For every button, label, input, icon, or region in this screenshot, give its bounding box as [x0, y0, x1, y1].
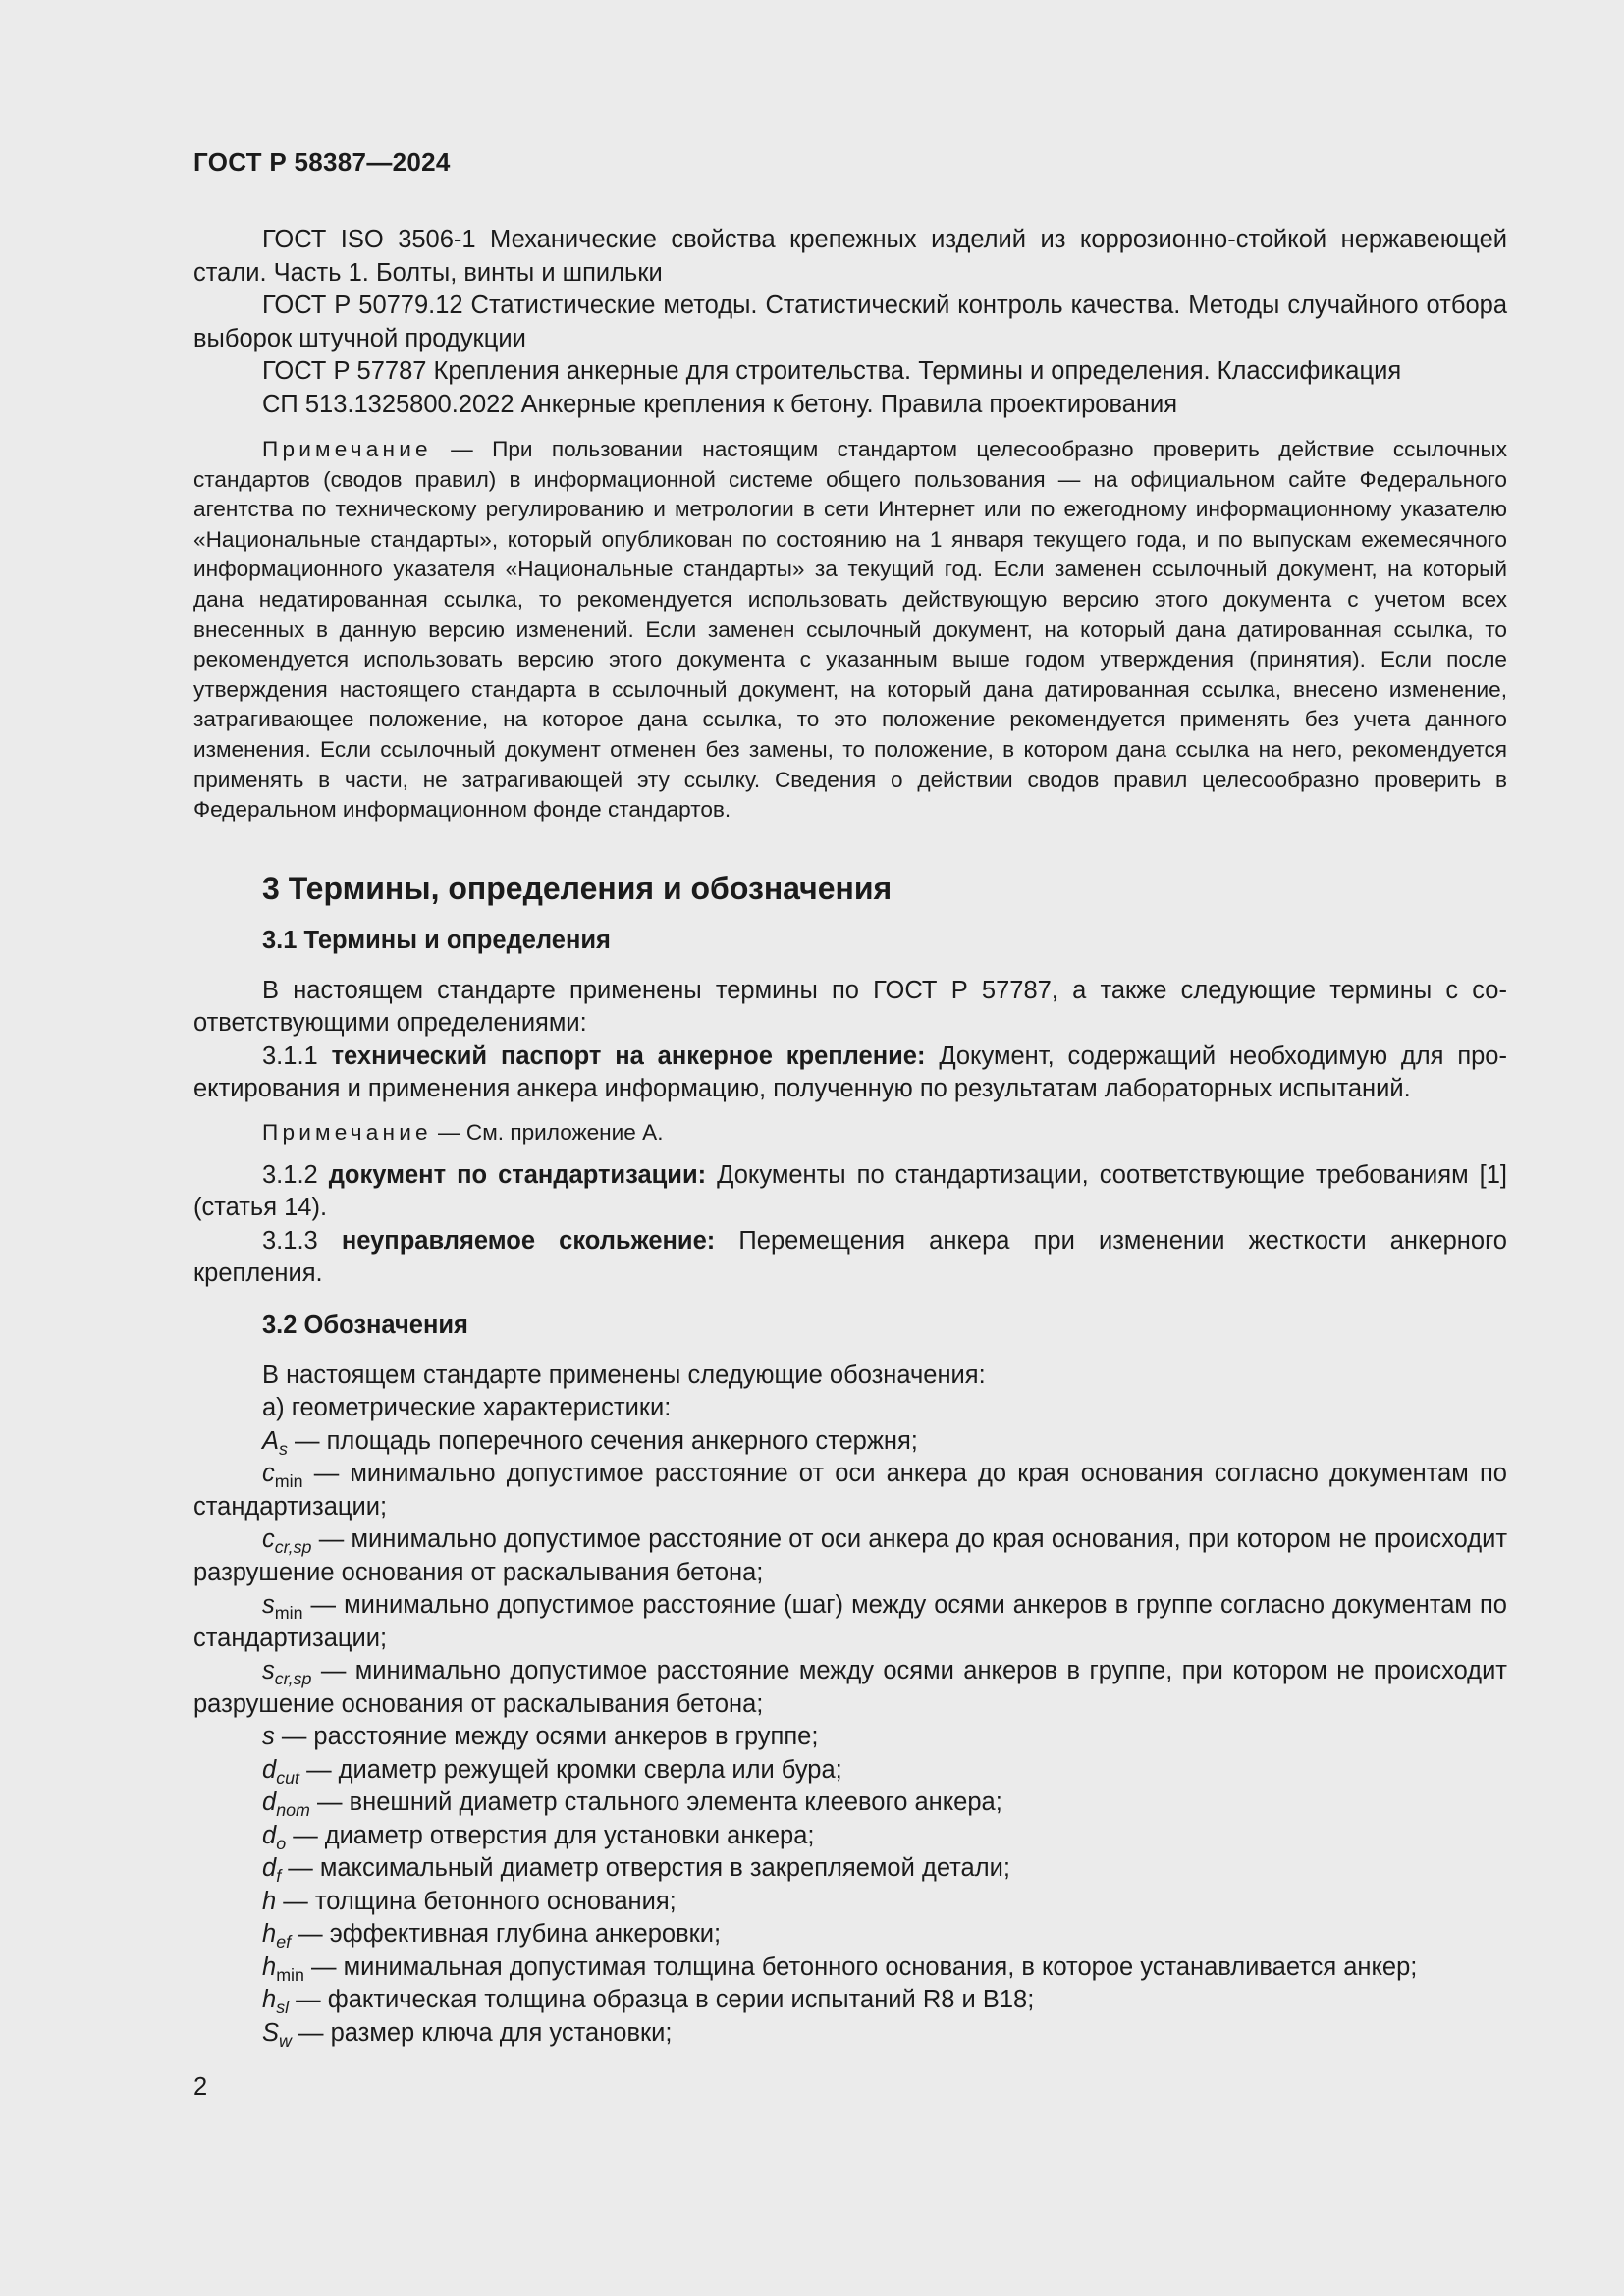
term-number: 3.1.1: [262, 1041, 332, 1070]
symbol-definition: [193, 1886, 1507, 1919]
symbol-base: c: [262, 1460, 275, 1488]
symbol-text: — минимально допустимое расстояние (шаг) между осями анкеров в группе согласно документам по стандартизации;: [193, 1591, 1507, 1652]
symbol-text: — диаметр отверстия для установки анкера;: [286, 1821, 815, 1849]
symbol-base: h: [262, 1952, 277, 1981]
term-number: 3.1.3: [262, 1226, 342, 1255]
symbol-subscript: cr,sp: [274, 1669, 312, 1689]
symbol-subscript: sl: [276, 1998, 290, 2018]
note-label: Примечание: [262, 437, 432, 461]
symbol-text: — толщина бетонного основания;: [276, 1887, 677, 1915]
symbol-base: d: [262, 1821, 277, 1849]
symbol-definition: [193, 1425, 1507, 1459]
symbol-subscript: min: [276, 1964, 304, 1985]
symbol-subscript: f: [276, 1866, 282, 1887]
term-definition: Перемещения анкера при изменении жесткости анкерного крепления.: [193, 1226, 1507, 1288]
symbol-subscript: w: [279, 2030, 292, 2051]
symbol-definition: [193, 1655, 1507, 1721]
section-3-2-title: 3.2 Обозначения: [262, 1310, 468, 1339]
references-note: [193, 435, 1507, 826]
symbol-text: — минимальная допустимая толщина бетонного основания, в которое устанавливается анкер;: [303, 1952, 1418, 1981]
terms-intro: В настоящем стандарте применены термины по ГОСТ Р 57787, а также следующие термины с соответствующими определениями:: [193, 976, 1507, 1038]
symbol-definition: [193, 1721, 1507, 1754]
symbol-definition: [193, 1820, 1507, 1853]
symbol-base: A: [262, 1426, 280, 1455]
document-header: ГОСТ Р 58387—2024: [193, 147, 451, 177]
term-note: [193, 1118, 1507, 1148]
term-name: неуправляемое скольжение:: [341, 1226, 716, 1255]
symbol-definition: [193, 1523, 1507, 1589]
symbol-definition: [193, 1589, 1507, 1655]
symbol-text: — минимально допустимое расстояние между осями анкеров в группе, при котором не происходит разрушение основания от раскалывания бетона;: [193, 1657, 1507, 1718]
symbol-base: h: [262, 1920, 277, 1949]
term-name: технический паспорт на анкерное крепление:: [331, 1041, 926, 1070]
symbol-subscript: o: [276, 1833, 287, 1853]
symbols-intro: В настоящем стандарте применены следующие обозначения:: [262, 1361, 986, 1389]
symbol-subscript: cut: [276, 1767, 299, 1788]
term-3-1-1: [193, 1041, 1507, 1106]
note-text: — См. приложение А.: [431, 1119, 664, 1145]
references-list: [193, 224, 1507, 421]
note-text: — При пользовании настоящим стандартом целесообразно проверить действие ссылочных стандартов (сводов правил) в информационной системе общего пользования — на официальном сайте Федерального агентства по техническому регулированию и метрологии в сети Интернет или по ежегодному информационному указателю «Национальные стандарты», который опубликован по состоянию на 1 января текущего года, и по выпускам ежемесячного информационного указателя «Национальные стандарты» за текущий год. Если заменен ссылочный документ, на который дана недатированная ссылка, то рекомендуется использовать действующую версию этого документа с учетом всех внесенных в данную версию изменений. Если заменен ссылочный документ, на который дана датированная ссылка, то рекомендуется использовать версию этого документа с указанным выше годом утверждения (принятия). Если после утверждения настоящего стандарта в ссылочный документ, на который дана датированная ссылка, внесено изменение, затрагивающее положение, на которое дана ссылка, то это положение рекомендуется применять без учета данного изменения. Если ссылочный документ отменен без замены, то положение, в котором дана ссылка на него, рекомендуется применять в части, не затрагивающей эту ссылку. Сведения о действии сводов правил целесообразно проверить в Федеральном информационном фонде стандартов.: [193, 437, 1507, 823]
symbol-text: — размер ключа для установки;: [291, 2018, 673, 2047]
reference-item: ГОСТ ISO 3506-1 Механические свойства крепежных изделий из коррозионно-стойкой нержавеющей стали. Часть 1. Болты, винты и шпильки: [193, 226, 1507, 287]
symbol-text: — фактическая толщина образца в серии испытаний R8 и B18;: [289, 1986, 1035, 2014]
term-definition: Документы по стандартизации, соответствующие требованиям [1] (статья 14).: [193, 1160, 1507, 1222]
page-number: 2: [193, 2073, 208, 2101]
reference-item: СП 513.1325800.2022 Анкерные крепления к бетону. Правила проектирования: [262, 390, 1178, 418]
symbol-base: d: [262, 1854, 277, 1883]
symbol-text: — внешний диаметр стального элемента клеевого анкера;: [309, 1789, 1002, 1817]
symbol-definition: [193, 1458, 1507, 1523]
symbol-base: h: [262, 1887, 277, 1915]
symbol-text: — минимально допустимое расстояние от оси анкера до края основания, при котором не происходит разрушение основания от раскалывания бетона;: [193, 1525, 1507, 1586]
symbol-base: h: [262, 1986, 277, 2014]
symbol-subscript: ef: [276, 1932, 292, 1952]
symbol-base: S: [262, 2018, 280, 2047]
term-3-1-2: [193, 1159, 1507, 1225]
symbol-subscript: s: [279, 1438, 288, 1459]
symbol-base: s: [262, 1657, 275, 1685]
symbol-subscript: min: [274, 1471, 303, 1492]
symbol-base: d: [262, 1755, 277, 1784]
term-number: 3.1.2: [262, 1160, 329, 1189]
symbol-base: c: [262, 1525, 275, 1554]
section-3-title: 3 Термины, определения и обозначения: [262, 870, 893, 906]
reference-item: ГОСТ Р 50779.12 Статистические методы. Статистический контроль качества. Методы случайного отбора выборок штучной продукции: [193, 292, 1507, 352]
document-body: [193, 224, 1507, 2050]
symbol-definition: [193, 1754, 1507, 1788]
symbols-group-a: а) геометрические характеристики:: [262, 1394, 672, 1422]
note-label: Примечание: [262, 1119, 432, 1145]
symbol-text: — максимальный диаметр отверстия в закрепляемой детали;: [281, 1854, 1010, 1883]
symbol-definition: [193, 1984, 1507, 2017]
symbol-base: d: [262, 1789, 277, 1817]
symbol-subscript: min: [274, 1603, 303, 1624]
symbol-definition: [193, 1852, 1507, 1886]
symbol-subscript: cr,sp: [274, 1537, 312, 1558]
symbol-subscript: nom: [276, 1800, 310, 1821]
symbol-text: — расстояние между осями анкеров в группе;: [274, 1723, 819, 1751]
symbol-text: — минимально допустимое расстояние от оси анкера до края основания согласно документам по стандартизации;: [193, 1460, 1507, 1521]
symbol-definition: [193, 1918, 1507, 1951]
term-3-1-3: [193, 1225, 1507, 1291]
section-3-1-title: 3.1 Термины и определения: [262, 926, 611, 954]
symbol-base: s: [262, 1591, 275, 1620]
symbols-list: [193, 1425, 1507, 2051]
term-name: документ по стандартизации:: [328, 1160, 707, 1189]
symbol-definition: [193, 1787, 1507, 1820]
term-definition: Документ, содержащий необходимую для проектирования и применения анкера информацию, полученную по результатам лабораторных испытаний.: [193, 1041, 1507, 1103]
symbol-definition: [193, 2017, 1507, 2051]
reference-item: ГОСТ Р 57787 Крепления анкерные для строительства. Термины и определения. Классификация: [262, 357, 1402, 385]
symbol-definition: [193, 1951, 1507, 1985]
symbol-text: — площадь поперечного сечения анкерного стержня;: [287, 1426, 918, 1455]
symbol-text: — диаметр режущей кромки сверла или бура;: [299, 1755, 842, 1784]
symbol-text: — эффективная глубина анкеровки;: [291, 1920, 722, 1949]
symbol-base: s: [262, 1723, 275, 1751]
